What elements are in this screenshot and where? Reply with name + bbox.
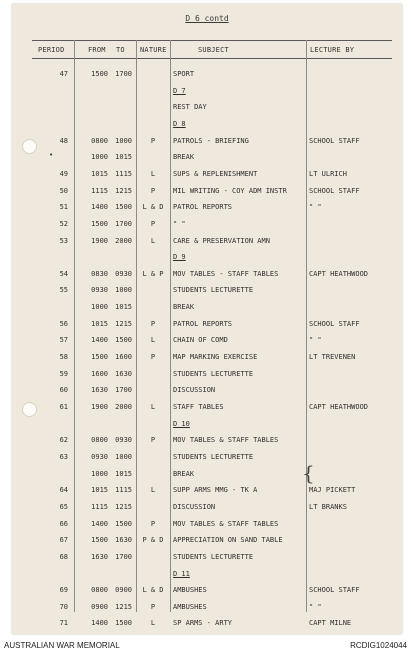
lecturer-cell: CAPT MILNE (309, 619, 352, 628)
nature-cell: P (150, 436, 156, 445)
to-cell: 1500 (115, 519, 132, 528)
period-cell: 62 (59, 436, 68, 445)
header-nature: NATURE (140, 46, 167, 54)
nature-cell: L (150, 619, 156, 628)
to-cell: 1015 (115, 153, 132, 162)
to-cell: 1500 (115, 619, 132, 628)
period-cell: 63 (59, 452, 68, 461)
subject-cell: DISCUSSION (173, 386, 216, 395)
subject-cell: D 7 (173, 86, 186, 95)
subject-cell: CARE & PRESERVATION AMN (173, 236, 270, 245)
subject-cell: D 8 (173, 119, 186, 128)
lecturer-cell: LT ULRICH (309, 169, 347, 178)
period-cell: 69 (59, 586, 68, 595)
footer-source: AUSTRALIAN WAR MEMORIAL (4, 641, 120, 650)
schedule-table (12, 4, 402, 634)
subject-cell: CHAIN OF COMD (173, 336, 228, 345)
period-cell: 57 (59, 336, 68, 345)
to-cell: 1000 (115, 286, 132, 295)
to-cell: 1115 (115, 486, 132, 495)
to-cell: 0930 (115, 269, 132, 278)
subject-cell: PATROL REPORTS (173, 203, 233, 212)
subject-cell: PATROL REPORTS (173, 319, 233, 328)
nature-cell: L & D (142, 203, 164, 212)
subject-cell: DISCUSSION (173, 502, 216, 511)
subject-cell: D 11 (173, 569, 190, 578)
lecturer-cell: LT BRANKS (309, 502, 347, 511)
to-cell: 0930 (115, 436, 132, 445)
to-cell: 1015 (115, 469, 132, 478)
subject-cell: BREAK (173, 469, 195, 478)
subject-cell: BREAK (173, 153, 195, 162)
from-cell: 1630 (91, 552, 108, 561)
period-cell: 64 (59, 486, 68, 495)
subject-cell: MIL WRITING - COY ADM INSTR (173, 186, 287, 195)
header-to: TO (116, 46, 125, 54)
from-cell: 1015 (91, 319, 108, 328)
period-cell: 67 (59, 536, 68, 545)
from-cell: 1500 (91, 70, 108, 78)
from-cell: 1000 (91, 153, 108, 162)
nature-cell: L (150, 236, 156, 245)
lecturer-cell: " " (309, 203, 322, 212)
period-cell: 61 (59, 403, 68, 411)
to-cell: 1215 (115, 602, 132, 611)
to-cell: 1600 (115, 353, 132, 362)
from-cell: 0930 (91, 452, 108, 461)
nature-cell: L (150, 169, 156, 178)
subject-cell: STAFF TABLES (173, 403, 224, 411)
to-cell: 1700 (115, 552, 132, 561)
subject-cell: SUPP ARMS MMG - TK A (173, 486, 258, 495)
nature-cell: P (150, 219, 156, 228)
subject-cell: D 10 (173, 419, 190, 428)
subject-cell: D 9 (173, 253, 186, 262)
header-period: PERIOD (38, 46, 65, 54)
period-cell: 47 (59, 70, 68, 78)
to-cell: 1000 (115, 136, 132, 145)
nature-cell: L & P (142, 269, 164, 278)
lecturer-cell: LT TREVENEN (309, 353, 356, 362)
header-lecture-by: LECTURE BY (310, 46, 355, 54)
subject-cell: " " (173, 219, 186, 228)
lecturer-cell: SCHOOL STAFF (309, 136, 360, 145)
from-cell: 0800 (91, 136, 108, 145)
from-cell: 1500 (91, 353, 108, 362)
lecturer-cell: SCHOOL STAFF (309, 186, 360, 195)
lecturer-cell: " " (309, 336, 322, 345)
period-cell: 52 (59, 219, 68, 228)
from-cell: 1900 (91, 403, 108, 411)
to-cell: 0900 (115, 586, 132, 595)
subject-cell: MOV TABLES & STAFF TABLES (173, 436, 279, 445)
from-cell: 1115 (91, 186, 108, 195)
subject-cell: REST DAY (173, 103, 207, 112)
subject-cell: MOV TABLES & STAFF TABLES (173, 519, 279, 528)
subject-cell: PATROLS - BRIEFING (173, 136, 249, 145)
to-cell: 1630 (115, 536, 132, 545)
period-cell: 65 (59, 502, 68, 511)
subject-cell: MAP MARKING EXERCISE (173, 353, 258, 362)
lecturer-cell: MAJ PICKETT (309, 486, 356, 495)
lecturer-cell: " " (309, 602, 322, 611)
subject-cell: STUDENTS LECTURETTE (173, 369, 254, 378)
to-cell: 1700 (115, 386, 132, 395)
subject-cell: SPORT (173, 70, 195, 78)
nature-cell: P (150, 519, 156, 528)
to-cell: 1215 (115, 186, 132, 195)
document-page (12, 4, 402, 634)
to-cell: 1015 (115, 303, 132, 312)
nature-cell: P (150, 186, 156, 195)
footer-reference: RCDIG1024044 (350, 641, 407, 650)
to-cell: 2000 (115, 403, 132, 411)
period-cell: 59 (59, 369, 68, 378)
period-cell: 58 (59, 353, 68, 362)
period-cell: 50 (59, 186, 68, 195)
period-cell: 53 (59, 236, 68, 245)
nature-cell: P & D (142, 536, 164, 545)
from-cell: 1600 (91, 369, 108, 378)
from-cell: 0830 (91, 269, 108, 278)
period-cell: 49 (59, 169, 68, 178)
from-cell: 0800 (91, 436, 108, 445)
to-cell: 1000 (115, 452, 132, 461)
from-cell: 1900 (91, 236, 108, 245)
period-cell: 54 (59, 269, 68, 278)
margin-mark: • (49, 151, 54, 159)
from-cell: 1000 (91, 469, 108, 478)
from-cell: 1115 (91, 502, 108, 511)
from-cell: 1630 (91, 386, 108, 395)
lecturer-cell: CAPT HEATHWOOD (309, 269, 369, 278)
from-cell: 1400 (91, 336, 108, 345)
from-cell: 0930 (91, 286, 108, 295)
header-subject: SUBJECT (198, 46, 229, 54)
nature-cell: P (150, 353, 156, 362)
subject-cell: STUDENTS LECTURETTE (173, 552, 254, 561)
nature-cell: P (150, 319, 156, 328)
subject-cell: MOV TABLES - STAFF TABLES (173, 269, 279, 278)
subject-cell: STUDENTS LECTURETTE (173, 286, 254, 295)
nature-cell: L (150, 486, 156, 495)
to-cell: 1700 (115, 219, 132, 228)
to-cell: 1115 (115, 169, 132, 178)
from-cell: 0900 (91, 602, 108, 611)
period-cell: 55 (59, 286, 68, 295)
lecturer-cell: SCHOOL STAFF (309, 319, 360, 328)
nature-cell: L (150, 403, 156, 411)
to-cell: 1215 (115, 502, 132, 511)
from-cell: 1400 (91, 619, 108, 628)
from-cell: 1400 (91, 519, 108, 528)
subject-cell: APPRECIATION ON SAND TABLE (173, 536, 283, 545)
from-cell: 1500 (91, 536, 108, 545)
period-cell: 70 (59, 602, 68, 611)
nature-cell: L & D (142, 586, 164, 595)
period-cell: 56 (59, 319, 68, 328)
nature-cell: L (150, 336, 156, 345)
period-cell: 66 (59, 519, 68, 528)
period-cell: 71 (59, 619, 68, 628)
subject-cell: STUDENTS LECTURETTE (173, 452, 254, 461)
to-cell: 1700 (115, 70, 132, 78)
nature-cell: P (150, 602, 156, 611)
period-cell: 51 (59, 203, 68, 212)
nature-cell: P (150, 136, 156, 145)
to-cell: 2000 (115, 236, 132, 245)
from-cell: 1015 (91, 169, 108, 178)
to-cell: 1215 (115, 319, 132, 328)
page-heading: D 6 contd (185, 14, 229, 23)
subject-cell: BREAK (173, 303, 195, 312)
period-cell: 60 (59, 386, 68, 395)
subject-cell: AMBUSHES (173, 602, 207, 611)
from-cell: 1500 (91, 219, 108, 228)
to-cell: 1630 (115, 369, 132, 378)
to-cell: 1500 (115, 203, 132, 212)
subject-cell: AMBUSHES (173, 586, 207, 595)
subject-cell: SUPS & REPLENISHMENT (173, 169, 258, 178)
period-cell: 48 (59, 136, 68, 145)
header-from: FROM (88, 46, 106, 54)
brace-mark: { (302, 461, 315, 485)
from-cell: 0800 (91, 586, 108, 595)
subject-cell: SP ARMS - ARTY (173, 619, 233, 628)
from-cell: 1015 (91, 486, 108, 495)
from-cell: 1000 (91, 303, 108, 312)
lecturer-cell: CAPT HEATHWOOD (309, 403, 369, 411)
to-cell: 1500 (115, 336, 132, 345)
from-cell: 1400 (91, 203, 108, 212)
lecturer-cell: SCHOOL STAFF (309, 586, 360, 595)
period-cell: 68 (59, 552, 68, 561)
